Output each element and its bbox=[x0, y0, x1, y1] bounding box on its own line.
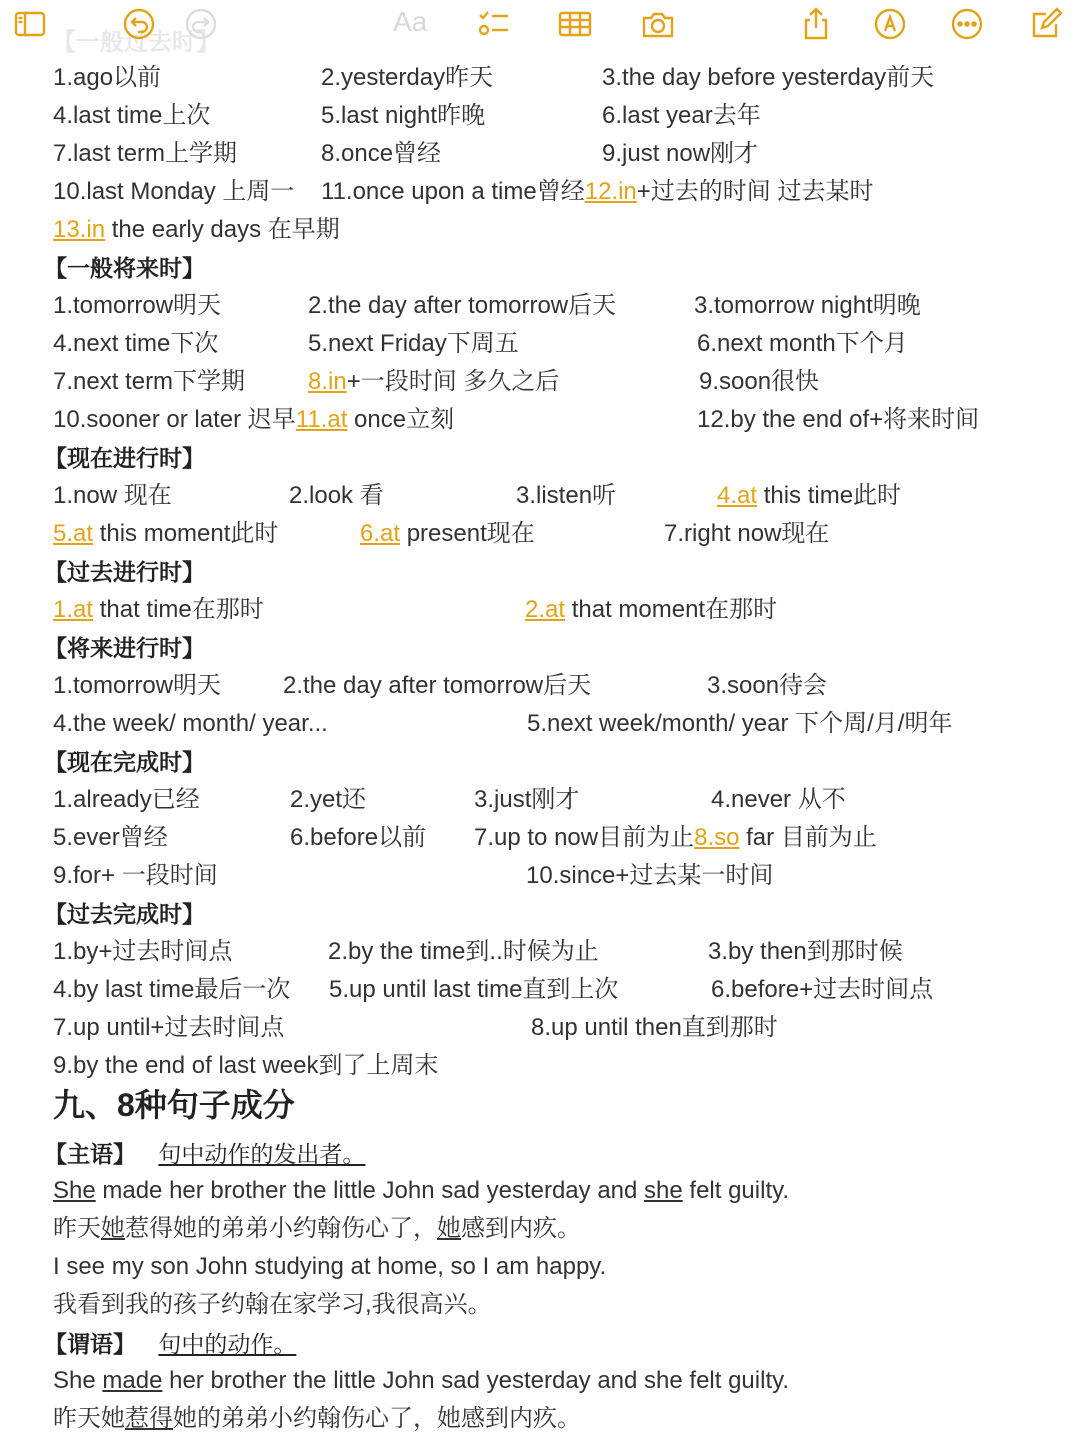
sentence-text: She bbox=[53, 1367, 103, 1394]
present-cont-item-group bbox=[53, 519, 278, 549]
present-perf-item: 9.for+ 一段时间 bbox=[53, 862, 218, 889]
subject-label: 【主语】 bbox=[44, 1141, 136, 1167]
present-cont-item-group bbox=[360, 519, 535, 549]
past-item: 11.once upon a time曾经 bbox=[321, 178, 585, 205]
predicate-example-1-cn bbox=[53, 1404, 581, 1442]
undo-icon[interactable] bbox=[119, 4, 159, 44]
present-perf-item: 7.up to now目前为止 bbox=[474, 824, 695, 851]
camera-icon[interactable] bbox=[638, 4, 678, 44]
future-item: once立刻 bbox=[347, 406, 455, 433]
past-perf-item: 2.by the time到..时候为止 bbox=[328, 938, 599, 965]
present-perf-item: 3.just刚才 bbox=[474, 786, 580, 813]
present-perf-item-group bbox=[474, 823, 877, 853]
section-heading-past-perfect: 【过去完成时】 bbox=[44, 901, 205, 927]
present-cont-item: 3.listen听 bbox=[516, 482, 617, 509]
past-perf-item: 4.by last time最后一次 bbox=[53, 976, 291, 1003]
subject-example-2: I see my son John studying at home, so I am happy. bbox=[53, 1253, 607, 1280]
subject-example-1 bbox=[53, 1176, 789, 1214]
present-cont-item-group bbox=[717, 481, 901, 511]
present-cont-item: 7.right now现在 bbox=[664, 520, 830, 547]
sidebar-icon[interactable] bbox=[10, 4, 50, 44]
past-item-group bbox=[321, 177, 873, 207]
past-item: 10.last Monday 上周一 bbox=[53, 178, 295, 205]
past-item: 1.ago以前 bbox=[53, 64, 162, 91]
present-cont-item: 1.now 现在 bbox=[53, 482, 172, 509]
past-item: 9.just now刚才 bbox=[602, 140, 759, 167]
past-cont-item: that time在那时 bbox=[93, 596, 264, 623]
link-at[interactable]: 6.at bbox=[360, 520, 401, 547]
sentence-text: made her brother the little John sad yesterday and bbox=[95, 1177, 645, 1204]
present-perf-item: 4.never 从不 bbox=[711, 786, 846, 813]
future-item: 10.sooner or later 迟早 bbox=[53, 406, 296, 433]
past-perf-item: 7.up until+过去时间点 bbox=[53, 1014, 285, 1041]
future-item: 5.next Friday下周五 bbox=[308, 330, 519, 357]
past-item: 2.yesterday昨天 bbox=[321, 64, 494, 91]
future-item: 3.tomorrow night明晚 bbox=[694, 292, 921, 319]
link-so[interactable]: 8.so bbox=[694, 824, 740, 851]
link-in[interactable]: 8.in bbox=[308, 368, 347, 395]
compose-icon[interactable] bbox=[1026, 4, 1066, 44]
future-cont-item: 5.next week/month/ year 下个周/月/明年 bbox=[527, 710, 953, 737]
past-item: 6.last year去年 bbox=[602, 102, 761, 129]
checklist-icon[interactable] bbox=[473, 4, 513, 44]
past-item: the early days 在早期 bbox=[105, 216, 340, 243]
past-item-group bbox=[53, 215, 340, 245]
future-item-group bbox=[53, 405, 454, 435]
past-item: +过去的时间 过去某时 bbox=[636, 178, 874, 205]
section-heading-past-continuous: 【过去进行时】 bbox=[44, 559, 205, 585]
future-item: 12.by the end of+将来时间 bbox=[697, 406, 980, 433]
present-cont-item: this moment此时 bbox=[93, 520, 279, 547]
subject-definition: 句中动作的发出者。 bbox=[158, 1141, 366, 1167]
sentence-text: 她的弟弟小约翰伤心了，她感到内疚。 bbox=[173, 1405, 581, 1432]
past-item: 4.last time上次 bbox=[53, 102, 211, 129]
present-perf-item: far 目前为止 bbox=[739, 824, 877, 851]
past-perf-item: 9.by the end of last week到了上周末 bbox=[53, 1052, 439, 1079]
section-heading-future: 【一般将来时】 bbox=[44, 255, 205, 281]
sentence-text: 感到内疚。 bbox=[461, 1215, 581, 1242]
sentence-text: felt guilty. bbox=[682, 1177, 789, 1204]
sentence-text: 惹得她的弟弟小约翰伤心了， bbox=[125, 1215, 437, 1242]
subject-word: 她 bbox=[437, 1215, 461, 1242]
past-item: 3.the day before yesterday前天 bbox=[602, 64, 935, 91]
subject-word: She bbox=[53, 1177, 96, 1204]
subject-example-2-cn: 我看到我的孩子约翰在家学习,我很高兴。 bbox=[53, 1291, 492, 1318]
past-perf-item: 3.by then到那时候 bbox=[708, 938, 903, 965]
present-cont-item: 2.look 看 bbox=[289, 482, 384, 509]
ghost-heading: 【一般过去时】 bbox=[52, 29, 220, 56]
future-cont-item: 3.soon待会 bbox=[707, 672, 828, 699]
predicate-label: 【谓语】 bbox=[44, 1331, 136, 1357]
past-cont-item-group bbox=[525, 595, 777, 625]
present-perf-item: 1.already已经 bbox=[53, 786, 200, 813]
future-item-group bbox=[308, 367, 559, 397]
redo-icon[interactable] bbox=[181, 4, 221, 44]
present-perf-item: 2.yet还 bbox=[290, 786, 367, 813]
future-cont-item: 1.tomorrow明天 bbox=[53, 672, 222, 699]
link-in[interactable]: 12.in bbox=[584, 178, 637, 205]
section-heading-present-continuous: 【现在进行时】 bbox=[44, 445, 205, 471]
table-icon[interactable] bbox=[555, 4, 595, 44]
past-item: 5.last night昨晚 bbox=[321, 102, 486, 129]
past-cont-item-group bbox=[53, 595, 264, 625]
present-perf-item: 10.since+过去某一时间 bbox=[526, 862, 774, 889]
subject-example-1-cn bbox=[53, 1214, 581, 1252]
markup-icon[interactable] bbox=[870, 4, 910, 44]
section-title-sentence-components: 九、8种句子成分 bbox=[53, 1087, 295, 1123]
present-perf-item: 5.ever曾经 bbox=[53, 824, 168, 851]
future-cont-item: 4.the week/ month/ year... bbox=[53, 710, 328, 737]
link-at[interactable]: 4.at bbox=[717, 482, 758, 509]
sentence-text: 昨天她 bbox=[53, 1405, 125, 1432]
present-cont-item: this time此时 bbox=[757, 482, 902, 509]
future-item: +一段时间 多久之后 bbox=[346, 368, 560, 395]
predicate-definition: 句中的动作。 bbox=[158, 1331, 297, 1357]
link-at[interactable]: 1.at bbox=[53, 596, 94, 623]
future-item: 2.the day after tomorrow后天 bbox=[308, 292, 617, 319]
link-at[interactable]: 11.at bbox=[295, 406, 348, 433]
more-icon[interactable] bbox=[947, 4, 987, 44]
link-in[interactable]: 13.in bbox=[53, 216, 106, 243]
sentence-text: her brother the little John sad yesterday and she felt guilty. bbox=[162, 1367, 789, 1394]
predicate-word: made bbox=[102, 1367, 163, 1394]
past-perf-item: 6.before+过去时间点 bbox=[711, 976, 934, 1003]
predicate-word: 惹得 bbox=[125, 1405, 173, 1432]
share-icon[interactable] bbox=[796, 4, 836, 44]
sentence-text: 昨天 bbox=[53, 1215, 101, 1242]
future-cont-item: 2.the day after tomorrow后天 bbox=[283, 672, 592, 699]
section-heading-present-perfect: 【现在完成时】 bbox=[44, 749, 205, 775]
predicate-heading bbox=[44, 1329, 296, 1359]
section-heading-future-continuous: 【将来进行时】 bbox=[44, 635, 205, 661]
subject-heading bbox=[44, 1139, 365, 1169]
future-item: 6.next month下个月 bbox=[697, 330, 908, 357]
future-item: 4.next time下次 bbox=[53, 330, 219, 357]
notes-toolbar bbox=[0, 0, 1080, 56]
future-item: 1.tomorrow明天 bbox=[53, 292, 222, 319]
subject-word: 她 bbox=[101, 1215, 125, 1242]
past-perf-item: 5.up until last time直到上次 bbox=[329, 976, 619, 1003]
subject-word: she bbox=[644, 1177, 683, 1204]
link-at[interactable]: 5.at bbox=[53, 520, 94, 547]
future-item: 7.next term下学期 bbox=[53, 368, 246, 395]
past-item: 8.once曾经 bbox=[321, 140, 442, 167]
future-item: 9.soon很快 bbox=[699, 368, 820, 395]
present-perf-item: 6.before以前 bbox=[290, 824, 427, 851]
link-at[interactable]: 2.at bbox=[525, 596, 566, 623]
past-perf-item: 1.by+过去时间点 bbox=[53, 938, 233, 965]
predicate-example-1 bbox=[53, 1366, 789, 1404]
past-item: 7.last term上学期 bbox=[53, 140, 238, 167]
past-perf-item: 8.up until then直到那时 bbox=[531, 1014, 778, 1041]
present-cont-item: present现在 bbox=[400, 520, 535, 547]
text-format-button[interactable]: Aa bbox=[393, 6, 428, 37]
past-cont-item: that moment在那时 bbox=[565, 596, 778, 623]
